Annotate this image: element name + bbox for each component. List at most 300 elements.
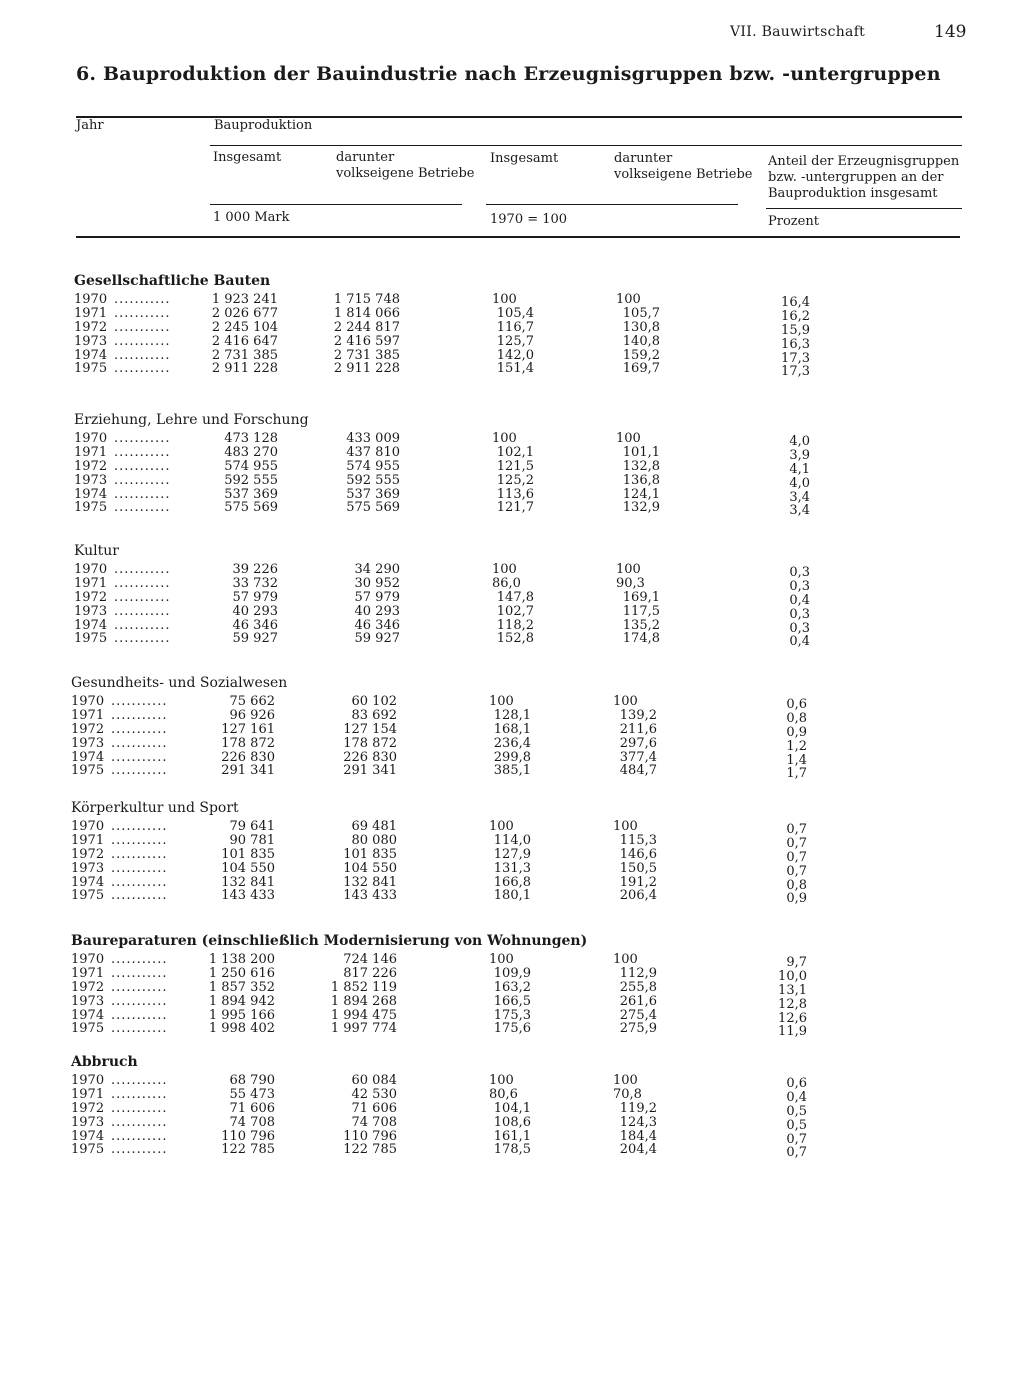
year-cell: 1975: [71, 1021, 105, 1037]
veb-cell: 1 814 066: [333, 305, 400, 321]
year-cell: 1972: [74, 319, 108, 335]
index-veb-cell: 90,3: [616, 575, 645, 591]
total-cell: 75 662: [229, 694, 275, 709]
dot-leader: ...........: [114, 604, 171, 619]
dot-leader: ...........: [114, 576, 171, 591]
index-veb-cell: 100: [616, 562, 641, 577]
index-cell: 100: [492, 292, 517, 307]
index-veb-cell: 146,6: [619, 846, 657, 862]
index-cell: 100: [489, 694, 514, 709]
share-cell: 0,5: [786, 1117, 807, 1133]
index-veb-cell: 100: [613, 952, 638, 967]
veb-cell: 74 708: [351, 1114, 397, 1130]
veb-cell: 1 994 475: [330, 1007, 397, 1023]
index-veb-cell: 206,4: [619, 888, 657, 904]
year-cell: 1971: [74, 305, 108, 321]
total-cell: 226 830: [221, 749, 275, 765]
table-row: [74, 562, 974, 580]
index-veb-cell: 211,6: [619, 721, 657, 737]
index-cell: 121,5: [496, 458, 534, 474]
unit-share: Prozent: [768, 214, 819, 229]
year-cell: 1975: [74, 631, 108, 647]
veb-cell: 575 569: [346, 500, 400, 516]
dot-leader: ...........: [111, 695, 168, 709]
dot-leader: ...........: [111, 722, 168, 737]
index-veb-cell: 100: [616, 431, 641, 446]
index-veb-cell: 100: [613, 1073, 638, 1088]
year-cell: 1971: [74, 575, 108, 591]
index-veb-cell: 132,8: [622, 458, 660, 474]
index-cell: 168,1: [493, 721, 531, 737]
share-cell: 0,3: [789, 578, 810, 594]
share-cell: 4,0: [789, 475, 810, 491]
veb-cell: 724 146: [343, 952, 397, 967]
table-row: [71, 1073, 971, 1091]
dot-leader: ...........: [111, 953, 168, 967]
share-cell: 0,6: [786, 697, 807, 712]
total-cell: 96 926: [229, 707, 275, 723]
page-number: 149: [934, 22, 967, 42]
share-cell: 1,4: [786, 752, 807, 768]
total-cell: 71 606: [229, 1100, 275, 1116]
total-cell: 79 641: [229, 819, 275, 834]
index-cell: 118,2: [496, 617, 534, 633]
index-veb-cell: 139,2: [619, 707, 657, 723]
veb-cell: 46 346: [354, 617, 400, 633]
veb-cell: 592 555: [346, 472, 400, 488]
table-row: [71, 694, 971, 712]
share-cell: 0,5: [786, 1103, 807, 1119]
dot-leader: ...........: [114, 445, 171, 460]
dot-leader: ...........: [111, 1008, 168, 1023]
unit-rule-index: [486, 204, 738, 205]
veb-cell: 30 952: [354, 575, 400, 591]
index-veb-cell: 297,6: [619, 735, 657, 751]
index-cell: 161,1: [493, 1128, 531, 1144]
row-group: [74, 411, 974, 519]
index-cell: 163,2: [493, 979, 531, 995]
dot-leader: ...........: [111, 1087, 168, 1102]
share-cell: 0,4: [789, 592, 810, 608]
total-cell: 1 857 352: [208, 979, 275, 995]
table-row: [71, 965, 971, 984]
dot-leader: ...........: [114, 348, 171, 363]
table-row: [71, 1128, 971, 1147]
index-cell: 131,3: [493, 860, 531, 876]
dot-leader: ...........: [111, 750, 168, 765]
total-cell: 90 781: [229, 832, 275, 848]
veb-cell: 537 369: [346, 486, 400, 502]
unit-rule-share: [766, 208, 962, 209]
total-cell: 178 872: [221, 735, 275, 751]
dot-leader: ...........: [111, 980, 168, 995]
total-cell: 2 731 385: [211, 347, 278, 363]
veb-cell: 2 416 597: [333, 333, 400, 349]
unit-rule-abs: [210, 204, 462, 205]
table-row: [71, 888, 971, 907]
dot-leader: ...........: [111, 847, 168, 862]
index-cell: 100: [489, 952, 514, 967]
index-cell: 180,1: [493, 888, 531, 904]
index-veb-cell: 184,4: [619, 1128, 657, 1144]
veb-cell: 574 955: [346, 458, 400, 474]
year-cell: 1973: [74, 603, 108, 619]
dot-leader: ...........: [114, 459, 171, 474]
year-cell: 1974: [74, 617, 108, 633]
total-cell: 55 473: [229, 1086, 275, 1102]
total-cell: 1 894 942: [208, 993, 275, 1009]
index-veb-cell: 112,9: [619, 965, 657, 981]
year-cell: 1972: [71, 1100, 105, 1116]
share-cell: 15,9: [781, 322, 810, 338]
table-row: [71, 952, 971, 970]
dot-leader: ...........: [114, 590, 171, 605]
veb-cell: 1 894 268: [330, 993, 397, 1009]
veb-cell: 817 226: [343, 965, 397, 981]
table-row: [71, 1114, 971, 1133]
share-cell: 0,9: [786, 724, 807, 740]
share-cell: 16,3: [781, 336, 810, 352]
year-cell: 1972: [71, 979, 105, 995]
year-cell: 1971: [74, 444, 108, 460]
share-cell: 0,7: [786, 822, 807, 837]
table-row: [74, 361, 974, 380]
dot-leader: ...........: [114, 618, 171, 633]
row-group: [71, 1053, 971, 1161]
header-bottom-rule: [76, 236, 960, 238]
dot-leader: ...........: [111, 994, 168, 1009]
veb-cell: 40 293: [354, 603, 400, 619]
total-cell: 33 732: [232, 575, 278, 591]
dot-leader: ...........: [111, 1115, 168, 1130]
year-cell: 1972: [74, 458, 108, 474]
index-veb-cell: 117,5: [622, 603, 660, 619]
index-cell: 127,9: [493, 846, 531, 862]
col-header-index-total: Insgesamt: [490, 151, 559, 166]
share-cell: 0,8: [786, 877, 807, 893]
share-cell: 3,9: [789, 447, 810, 463]
col-header-index-veb: darunter volkseigene Betriebe: [614, 151, 753, 182]
row-group: [71, 799, 971, 907]
total-cell: 1 995 166: [208, 1007, 275, 1023]
index-veb-cell: 255,8: [619, 979, 657, 995]
table-row: [74, 431, 974, 449]
total-cell: 1 923 241: [211, 292, 278, 307]
index-veb-cell: 135,2: [622, 617, 660, 633]
year-cell: 1973: [74, 472, 108, 488]
veb-cell: 101 835: [343, 846, 397, 862]
index-cell: 166,8: [493, 874, 531, 890]
index-cell: 114,0: [493, 832, 531, 848]
share-cell: 4,1: [789, 461, 810, 477]
total-cell: 143 433: [221, 888, 275, 904]
table-row: [71, 819, 971, 837]
index-cell: 128,1: [493, 707, 531, 723]
year-cell: 1973: [71, 860, 105, 876]
col-header-production: Bauproduktion: [214, 118, 313, 133]
table-row: [71, 721, 971, 740]
share-cell: 11,9: [778, 1024, 807, 1040]
group-title: Körperkultur und Sport: [71, 800, 239, 816]
dot-leader: ...........: [111, 966, 168, 981]
index-cell: 113,6: [496, 486, 534, 502]
dot-leader: ...........: [114, 473, 171, 488]
index-veb-cell: 136,8: [622, 472, 660, 488]
year-cell: 1970: [71, 694, 105, 709]
share-cell: 16,2: [781, 308, 810, 324]
col-header-share: Anteil der Erzeugnisgruppen bzw. -untergruppen an der Bauproduktion insgesamt: [768, 154, 960, 201]
row-group: [74, 272, 974, 380]
share-cell: 0,8: [786, 710, 807, 726]
table-row: [71, 763, 971, 782]
table-row: [71, 735, 971, 754]
dot-leader: ...........: [111, 833, 168, 848]
year-cell: 1972: [74, 589, 108, 605]
index-cell: 86,0: [492, 575, 521, 591]
group-title: Gesundheits- und Sozialwesen: [71, 675, 288, 691]
share-cell: 0,7: [786, 1145, 807, 1161]
index-veb-cell: 124,3: [619, 1114, 657, 1130]
total-cell: 483 270: [224, 444, 278, 460]
total-cell: 101 835: [221, 846, 275, 862]
index-veb-cell: 132,9: [622, 500, 660, 516]
table-row: [74, 458, 974, 477]
group-title: Erziehung, Lehre und Forschung: [74, 412, 309, 428]
year-cell: 1973: [71, 993, 105, 1009]
year-cell: 1973: [71, 1114, 105, 1130]
table-row: [74, 486, 974, 505]
dot-leader: ...........: [114, 487, 171, 502]
dot-leader: ...........: [111, 861, 168, 876]
year-cell: 1971: [71, 707, 105, 723]
share-cell: 0,3: [789, 606, 810, 622]
year-cell: 1973: [71, 735, 105, 751]
index-cell: 299,8: [493, 749, 531, 765]
total-cell: 39 226: [232, 562, 278, 577]
veb-cell: 71 606: [351, 1100, 397, 1116]
share-cell: 0,7: [786, 835, 807, 851]
total-cell: 122 785: [221, 1142, 275, 1158]
share-cell: 12,6: [778, 1010, 807, 1026]
index-veb-cell: 100: [613, 819, 638, 834]
table-row: [74, 589, 974, 608]
index-cell: 100: [489, 819, 514, 834]
dot-leader: ...........: [111, 736, 168, 751]
veb-cell: 34 290: [354, 562, 400, 577]
table-row: [71, 993, 971, 1012]
index-veb-cell: 275,9: [619, 1021, 657, 1037]
veb-cell: 42 530: [351, 1086, 397, 1102]
index-veb-cell: 169,7: [622, 361, 660, 377]
veb-cell: 83 692: [351, 707, 397, 723]
veb-cell: 2 244 817: [333, 319, 400, 335]
index-cell: 108,6: [493, 1114, 531, 1130]
veb-cell: 1 852 119: [330, 979, 397, 995]
index-cell: 142,0: [496, 347, 534, 363]
veb-cell: 178 872: [343, 735, 397, 751]
index-veb-cell: 100: [616, 292, 641, 307]
index-veb-cell: 105,7: [622, 305, 660, 321]
index-veb-cell: 191,2: [619, 874, 657, 890]
year-cell: 1970: [74, 562, 108, 577]
year-cell: 1970: [71, 952, 105, 967]
total-cell: 473 128: [224, 431, 278, 446]
total-cell: 2 911 228: [211, 361, 278, 377]
veb-cell: 437 810: [346, 444, 400, 460]
share-cell: 3,4: [789, 503, 810, 519]
index-cell: 175,3: [493, 1007, 531, 1023]
share-cell: 0,7: [786, 849, 807, 865]
index-cell: 100: [492, 431, 517, 446]
year-cell: 1970: [71, 819, 105, 834]
veb-cell: 1 715 748: [333, 292, 400, 307]
index-veb-cell: 101,1: [622, 444, 660, 460]
dot-leader: ...........: [114, 293, 171, 307]
group-title: Kultur: [74, 543, 119, 559]
year-cell: 1974: [71, 1128, 105, 1144]
year-cell: 1971: [71, 832, 105, 848]
share-cell: 17,3: [781, 364, 810, 380]
veb-cell: 2 911 228: [333, 361, 400, 377]
table-row: [74, 472, 974, 491]
veb-cell: 132 841: [343, 874, 397, 890]
share-cell: 0,4: [789, 634, 810, 650]
group-title: Abbruch: [71, 1054, 138, 1070]
index-cell: 166,5: [493, 993, 531, 1009]
table-row: [74, 617, 974, 636]
dot-leader: ...........: [114, 432, 171, 446]
index-veb-cell: 70,8: [613, 1086, 642, 1102]
index-cell: 175,6: [493, 1021, 531, 1037]
table-row: [74, 575, 974, 594]
total-cell: 2 026 677: [211, 305, 278, 321]
veb-cell: 59 927: [354, 631, 400, 647]
total-cell: 104 550: [221, 860, 275, 876]
index-veb-cell: 484,7: [619, 763, 657, 779]
total-cell: 110 796: [221, 1128, 275, 1144]
header-top-rule: [76, 116, 962, 118]
index-veb-cell: 150,5: [619, 860, 657, 876]
index-cell: 80,6: [489, 1086, 518, 1102]
dot-leader: ...........: [114, 362, 171, 377]
index-veb-cell: 261,6: [619, 993, 657, 1009]
total-cell: 132 841: [221, 874, 275, 890]
index-veb-cell: 140,8: [622, 333, 660, 349]
dot-leader: ...........: [114, 501, 171, 516]
dot-leader: ...........: [111, 1143, 168, 1158]
veb-cell: 122 785: [343, 1142, 397, 1158]
index-veb-cell: 124,1: [622, 486, 660, 502]
index-cell: 102,7: [496, 603, 534, 619]
year-cell: 1974: [71, 749, 105, 765]
index-cell: 152,8: [496, 631, 534, 647]
index-cell: 116,7: [496, 319, 534, 335]
veb-cell: 226 830: [343, 749, 397, 765]
dot-leader: ...........: [111, 1022, 168, 1037]
index-cell: 125,7: [496, 333, 534, 349]
total-cell: 1 998 402: [208, 1021, 275, 1037]
dot-leader: ...........: [111, 875, 168, 890]
total-cell: 2 245 104: [211, 319, 278, 335]
index-veb-cell: 377,4: [619, 749, 657, 765]
veb-cell: 69 481: [351, 819, 397, 834]
index-cell: 121,7: [496, 500, 534, 516]
group-title: Baureparaturen (einschließlich Modernisierung von Wohnungen): [71, 933, 588, 949]
row-group: [71, 674, 971, 782]
total-cell: 68 790: [229, 1073, 275, 1088]
share-cell: 16,4: [781, 295, 810, 310]
share-cell: 9,7: [786, 955, 807, 970]
index-cell: 178,5: [493, 1142, 531, 1158]
table-row: [71, 846, 971, 865]
dot-leader: ...........: [114, 306, 171, 321]
dot-leader: ...........: [114, 334, 171, 349]
table-row: [74, 333, 974, 352]
year-cell: 1970: [71, 1073, 105, 1088]
dot-leader: ...........: [111, 1101, 168, 1116]
veb-cell: 127 154: [343, 721, 397, 737]
index-cell: 104,1: [493, 1100, 531, 1116]
share-cell: 3,4: [789, 489, 810, 505]
index-veb-cell: 130,8: [622, 319, 660, 335]
veb-cell: 110 796: [343, 1128, 397, 1144]
table-row: [74, 305, 974, 324]
year-cell: 1975: [74, 500, 108, 516]
table-row: [74, 603, 974, 622]
index-cell: 100: [492, 562, 517, 577]
table-row: [74, 444, 974, 463]
table-row: [74, 347, 974, 366]
veb-cell: 60 102: [351, 694, 397, 709]
table-row: [71, 1086, 971, 1105]
year-cell: 1975: [74, 361, 108, 377]
table-row: [74, 631, 974, 650]
unit-abs: 1 000 Mark: [213, 210, 290, 225]
share-cell: 0,3: [789, 565, 810, 580]
dot-leader: ...........: [111, 764, 168, 779]
table-row: [74, 292, 974, 310]
dot-leader: ...........: [114, 320, 171, 335]
total-cell: 74 708: [229, 1114, 275, 1130]
total-cell: 1 250 616: [208, 965, 275, 981]
year-cell: 1972: [71, 846, 105, 862]
year-cell: 1975: [71, 1142, 105, 1158]
total-cell: 574 955: [224, 458, 278, 474]
table-row: [71, 1007, 971, 1026]
share-cell: 4,0: [789, 434, 810, 449]
total-cell: 127 161: [221, 721, 275, 737]
share-cell: 0,9: [786, 891, 807, 907]
total-cell: 2 416 647: [211, 333, 278, 349]
table-row: [71, 749, 971, 768]
veb-cell: 1 997 774: [330, 1021, 397, 1037]
col-header-year: Jahr: [76, 118, 104, 133]
total-cell: 1 138 200: [208, 952, 275, 967]
year-cell: 1971: [71, 965, 105, 981]
veb-cell: 80 080: [351, 832, 397, 848]
year-cell: 1970: [74, 292, 108, 307]
share-cell: 0,7: [786, 863, 807, 879]
index-cell: 102,1: [496, 444, 534, 460]
dot-leader: ...........: [111, 1074, 168, 1088]
share-cell: 1,7: [786, 766, 807, 782]
dot-leader: ...........: [114, 563, 171, 577]
index-cell: 236,4: [493, 735, 531, 751]
total-cell: 59 927: [232, 631, 278, 647]
year-cell: 1974: [71, 874, 105, 890]
table-row: [71, 860, 971, 879]
total-cell: 592 555: [224, 472, 278, 488]
